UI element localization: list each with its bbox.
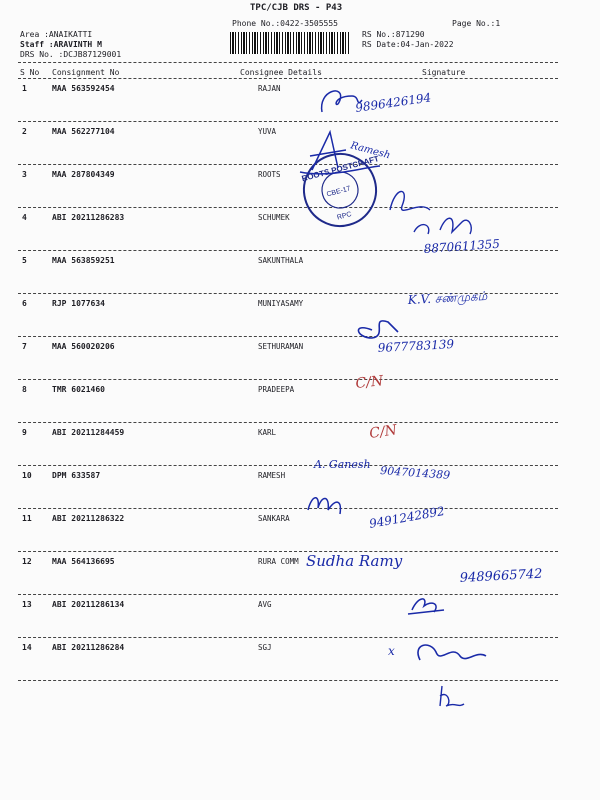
signature-name-11: Sudha Ramy bbox=[306, 552, 403, 570]
row-divider bbox=[18, 250, 558, 251]
row-sno: 2 bbox=[22, 127, 27, 136]
row-sno: 13 bbox=[22, 600, 32, 609]
row-consignee: ROOTS bbox=[258, 170, 281, 179]
table-row bbox=[0, 210, 600, 233]
row-consignee: YUVA bbox=[258, 127, 277, 136]
row-sno: 5 bbox=[22, 256, 27, 265]
row-consignee: AVG bbox=[258, 600, 272, 609]
signature-phone-11: 9489665742 bbox=[459, 566, 543, 586]
phone-number: Phone No.:0422-3505555 bbox=[232, 19, 338, 28]
staff-label: Staff :ARAVINTH M bbox=[20, 40, 102, 49]
row-divider bbox=[18, 637, 558, 638]
table-row bbox=[0, 127, 600, 147]
row-divider bbox=[18, 422, 558, 423]
row-consignment-no: MAA 563592454 bbox=[52, 84, 115, 93]
row-sno: 3 bbox=[22, 170, 27, 179]
row-consignee: SETHURAMAN bbox=[258, 342, 304, 351]
stamp-text-bottom: RPC bbox=[336, 210, 353, 222]
row-sno: 1 bbox=[22, 84, 27, 93]
row-consignee: PRADEEPA bbox=[258, 385, 295, 394]
drs-number: DRS No. :DCJB87129001 bbox=[20, 50, 122, 59]
signature-scribble-14 bbox=[440, 686, 464, 706]
signature-name-5: K.V. சண்முகம் bbox=[407, 288, 488, 307]
row-sno: 7 bbox=[22, 342, 27, 351]
signature-phone-9: 9047014389 bbox=[379, 464, 451, 482]
row-consignment-no: MAA 564136695 bbox=[52, 557, 115, 566]
row-sno: 9 bbox=[22, 428, 27, 437]
row-divider bbox=[18, 207, 558, 208]
row-consignment-no: ABI 20211284459 bbox=[52, 428, 125, 437]
row-sno: 6 bbox=[22, 299, 27, 308]
col-sno: S No bbox=[20, 68, 40, 77]
row-divider bbox=[18, 465, 558, 466]
row-consignment-no: ABI 20211286134 bbox=[52, 600, 125, 609]
signature-phone-10: 9491242892 bbox=[368, 503, 446, 531]
row-consignment-no: DPM 633587 bbox=[52, 471, 101, 480]
row-consignment-no: ABI 20211286283 bbox=[52, 213, 125, 222]
header-divider bbox=[18, 62, 558, 63]
table-row bbox=[0, 514, 600, 534]
table-row bbox=[0, 471, 600, 491]
stamp-text-center: CBE-17 bbox=[325, 185, 352, 199]
signature-name-9: A. Ganesh bbox=[314, 458, 371, 471]
row-divider bbox=[18, 594, 558, 595]
row-sno: 4 bbox=[22, 213, 27, 222]
row-consignment-no: ABI 20211286322 bbox=[52, 514, 125, 523]
signature-phone-6: 9677783139 bbox=[377, 337, 455, 355]
cross-mark-13: x bbox=[388, 644, 395, 658]
rs-number: RS No.:871290 bbox=[362, 30, 425, 39]
row-consignment-no: MAA 287804349 bbox=[52, 170, 115, 179]
row-consignee: SANKARA bbox=[258, 514, 290, 523]
row-consignment-no: MAA 560020206 bbox=[52, 342, 115, 351]
col-signature: Signature bbox=[422, 68, 466, 77]
row-divider bbox=[18, 336, 558, 337]
table-row bbox=[0, 385, 600, 405]
row-divider bbox=[18, 293, 558, 294]
rs-date: RS Date:04-Jan-2022 bbox=[362, 40, 454, 49]
table-row bbox=[0, 84, 600, 104]
col-consignee: Consignee Details bbox=[240, 68, 322, 77]
row-sno: 12 bbox=[22, 557, 32, 566]
row-divider bbox=[18, 508, 558, 509]
cn-mark-7: C/N bbox=[354, 373, 384, 392]
signature-phone-4: 8870611355 bbox=[423, 236, 501, 256]
page-number: Page No.:1 bbox=[452, 19, 501, 28]
signature-phone-1: 9896426194 bbox=[354, 90, 433, 115]
table-row bbox=[0, 428, 600, 448]
row-divider bbox=[18, 164, 558, 165]
row-consignee: RAMESH bbox=[258, 471, 286, 480]
table-row bbox=[0, 600, 600, 620]
row-consignee: SGJ bbox=[258, 643, 272, 652]
row-divider bbox=[18, 680, 558, 681]
row-divider bbox=[18, 121, 558, 122]
row-consignment-no: MAA 562277104 bbox=[52, 127, 115, 136]
columns-divider bbox=[18, 78, 558, 79]
table-row bbox=[0, 643, 600, 663]
col-consignment: Consignment No bbox=[52, 68, 120, 77]
row-consignment-no: TMR 6021460 bbox=[52, 385, 105, 394]
signature-name-2: Ramesh bbox=[349, 140, 392, 162]
row-sno: 14 bbox=[22, 643, 32, 652]
table-row bbox=[0, 342, 600, 362]
row-divider bbox=[18, 379, 558, 380]
row-divider bbox=[18, 551, 558, 552]
barcode bbox=[230, 32, 350, 54]
row-consignment-no: RJP 1077634 bbox=[52, 299, 105, 308]
table-row bbox=[0, 299, 600, 319]
row-sno: 8 bbox=[22, 385, 27, 394]
row-consignee: SAKUNTHALA bbox=[258, 256, 304, 265]
row-sno: 10 bbox=[22, 471, 32, 480]
row-sno: 11 bbox=[22, 514, 32, 523]
row-consignee: MUNIYASAMY bbox=[258, 299, 304, 308]
table-row bbox=[0, 256, 600, 276]
cn-mark-8: C/N bbox=[368, 422, 398, 442]
table-row bbox=[0, 557, 600, 577]
row-consignee: RURA COMM bbox=[258, 557, 299, 566]
sheet-title: TPC/CJB DRS - P43 bbox=[250, 3, 343, 13]
row-consignment-no: MAA 563859251 bbox=[52, 256, 115, 265]
table-row bbox=[0, 170, 600, 190]
row-consignee: RAJAN bbox=[258, 84, 281, 93]
row-consignment-no: ABI 20211286284 bbox=[52, 643, 125, 652]
area-label: Area :ANAIKATTI bbox=[20, 30, 93, 39]
stamp-text-top: ROOTS POSTCRAFT bbox=[300, 154, 380, 184]
signature-scribble-10 bbox=[308, 498, 340, 514]
row-consignee: SCHUMEK bbox=[258, 213, 290, 222]
row-consignee: KARL bbox=[258, 428, 277, 437]
